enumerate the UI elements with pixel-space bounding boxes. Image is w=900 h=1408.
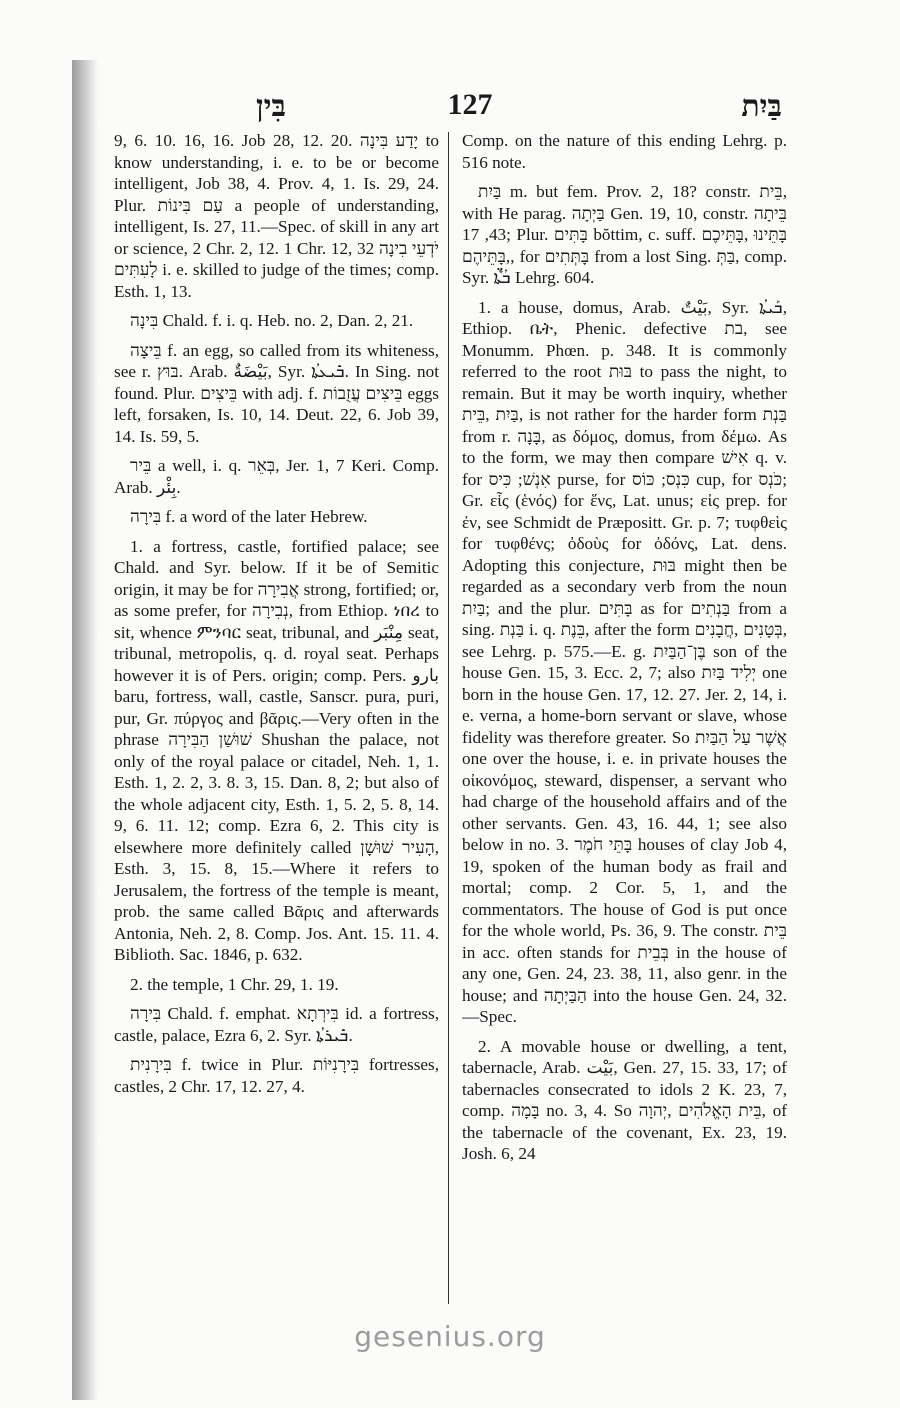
left-column (114, 130, 439, 1320)
right-column (462, 130, 787, 1320)
entry-paragraph: בִּירָנִית f. twice in Plur. בִּירָנִיּוֹת fortresses, castles, 2 Chr. 17, 12. 27, 4. (114, 1055, 439, 1096)
left-running-headword: בִּין (256, 90, 286, 123)
entry-paragraph: 2. A movable house or dwelling, a tent, tabernacle, Arab. بَيْت, Gen. 27, 15. 33, 17; of tabernacles consecrated to idols 2 K. 23, 7, comp. בָּמָה no. 3, 4. So בֵּית הָאֱלֹהִים ,יְהוָה, of the tabernacle of the covenant, Ex. 23, 19. Josh. 6, 24 (462, 1036, 787, 1163)
page-gutter-shadow (72, 60, 98, 1400)
entry-paragraph: בִּירָה Chald. f. emphat. בִּירְתָא id. a fortress, castle, palace, Ezra 6, 2. Syr. ܒܺܝܪܬܳܐ. (114, 1004, 439, 1045)
entry-paragraph: בֵּיר a well, i. q. בְּאֵר, Jer. 1, 7 Keri. Comp. Arab. بِئْر. (114, 456, 439, 497)
column-divider (448, 132, 449, 1304)
entry-paragraph: בֵּיצָה f. an egg, so called from its whiteness, see r. בּוּץ. Arab. بَيْضَةٌ, Syr. ܒܺܝܥܬܳܐ. In Sing. not found. Plur. בֵּיצִים with adj. f. בֵּיצִים עֲזֻבוֹת eggs left, forsaken, Is. 10, 14. Deut. 22, 6. Job 39, 14. Is. 59, 5. (114, 340, 439, 446)
entry-paragraph: 2. the temple, 1 Chr. 29, 1. 19. (130, 974, 339, 994)
right-running-headword: בַּיִת (741, 90, 782, 123)
entry-paragraph: בִּירָה f. a word of the later Hebrew. (130, 507, 368, 526)
entry-paragraph: בִּינָה Chald. f. i. q. Heb. no. 2, Dan. 2, 21. (130, 311, 414, 330)
entry-paragraph: בַּיִת m. but fem. Prov. 2, 18? constr. בֵּית, with He parag. בַּיְתָה Gen. 19, 10, constr. בֵּיתָה 43, 17; Plur. בָּתִּים bŏttim, c. suff. בָּתֵּינוּ ,בָּתֵּיכֶם ,בָּתֵּיהֶם, for בָּתְּתִים from a lost Sing. בַּתְּ, comp. Syr. ܒܳܬ̈ܶܐ Lehrg. 604. (462, 182, 787, 287)
entry-paragraph: 1. a fortress, castle, fortified palace; see Chald. and Syr. below. If it be of Semitic origin, it may be for אֲבִירָה strong, fortified; or, as some prefer, for נְבִירָה, from Ethiop. ነበረ to sit, whence ምንባር seat, tribunal, and مِنْبَر seat, tribunal, metropolis, q. d. royal seat. Perhaps however it is of Pers. origin; comp. Pers. بارو baru, fortress, wall, castle, Sanscr. pura, puri, pur, Gr. πύργος and βᾶρις.—Very often in the phrase שׁוּשַׁן הַבִּירָה Shushan the palace, not only of the royal palace or citadel, Neh. 1, 1. Esth. 1, 2. 2, 3. 8. 3, 15. Dan. 8, 2; but also of the whole adjacent city, Esth. 1, 5. 2, 5. 8, 14. 9, 6. 11. 12; comp. Ezra 6, 2. This city is elsewhere more definitely called הָעִיר שׁוּשָׁן, Esth. 3, 15. 8, 15.—Where it refers to Jerusalem, the fortress of the temple is meant, prob. the same called Βᾶρις and afterwards Antonia, Neh. 2, 8. Comp. Jos. Ant. 15. 11. 4. Biblioth. Sac. 1846, p. 632. (114, 536, 439, 964)
entry-paragraph: 1. a house, domus, Arab. بَيْتٌ, Syr. ܒܰܝܬܳܐ, Ethiop. ቤት, Phenic. defective בת, see Monumm. Phœn. p. 348. It is commonly referred to the root בּוּת to pass the night, to remain. But it may be worth inquiry, whether בַּיִת ,בֵּית, is not rather for the harder form בַּנְת from r. בָּנָה, as δόμος, domus, from δέμω. As to the form, we may then compare אִישׁ q. v. for אִנְשׁ; כִּיס purse, for כִּנְס; כּוֹס cup, for כֹּנְס; Gr. εἷς (ἑνός) for ἕνς, Lat. unus; εἰς prep. for ἐν, see Schmidt de Præpositt. Gr. p. 7; τυφθεὶς for τυφθένς; ὀδοὺς for ὀδόνς, Lat. dens. Adopting this conjecture, בּוּת might then be regarded as a secondary verb from the noun בַּיִת; and the plur. בָּתִּים as for בַּנְתִים from a sing. בַּנְת i. q. בֵּנֶת, after the form בְּטָנִים ,חֲבָנִים, see Lehrg. p. 575.—E. g. בֶּן־הַבַּיִת son of the house Gen. 15, 3. Ecc. 2, 7; also יְלִיד בַּיִת one born in the house Gen. 17, 12. 27. Jer. 2, 14, i. e. verna, a home-born servant or slave, whose fidelity was therefore greater. So אֲשֶׁר עַל הַבַּיִת one over the house, i. e. in private houses the οἰκονόμος, steward, dispenser, a servant who had charge of the household affairs and of the other servants. Gen. 43, 16. 44, 1; see also below in no. 3. בָּתֵּי חֹמֶר houses of clay Job 4, 19, spoken of the human body as frail and mortal; comp. 2 Cor. 5, 1, and the commentators. The house of God is put once for the whole world, Ps. 36, 9. The constr. בֵּית in acc. often stands for בְּבֵית in the house of any one, Gen. 24, 23. 38, 11, also genr. in the house; and הַבַּיְתָה into the house Gen. 24, 32.—Spec. (462, 297, 787, 1026)
page-header (110, 88, 830, 128)
page-number: 127 (447, 88, 493, 121)
site-watermark: gesenius.org (354, 1320, 546, 1353)
entry-paragraph: 9, 6. 10. 16, 16. Job 28, 12. 20. יָדַע בִּינָה to know understanding, i. e. to be or become intelligent, Job 38, 4. Prov. 4, 1. Is. 29, 24. Plur. עַם בִּינוֹת a people of understanding, intelligent, Is. 27, 11.—Spec. of skill in any art or science, 2 Chr. 2, 12. 1 Chr. 12, 32 יֹדְעֵי בִינָה לָעִתִּים i. e. skilled to judge of the times; comp. Esth. 1, 13. (114, 131, 439, 301)
entry-paragraph: Comp. on the nature of this ending Lehrg. p. 516 note. (462, 131, 787, 172)
